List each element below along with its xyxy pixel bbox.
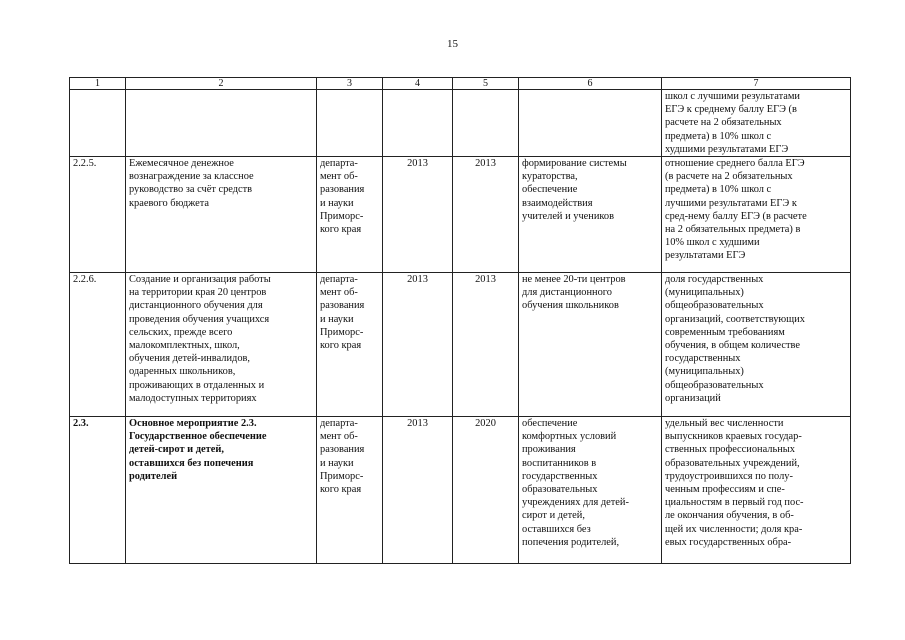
header-cell: 4 <box>383 78 453 90</box>
cell-indicator: удельный вес численности выпускников краевых государ- ственных профессиональных образовательных учреждений, трудоустроившихся по полу- ченным профессиям и спе- циальностям в первый год пос- ле окончания обучения, в об- щей их численности; доля кра- евых государственных обра- <box>662 417 851 564</box>
cell-indicator: доля государственных (муниципальных) общеобразовательных организаций, соответствующих современным требованиям обучения, в общем количестве государственных (муниципальных) общеобразовательных организаций <box>662 273 851 417</box>
header-cell: 7 <box>662 78 851 90</box>
header-cell: 2 <box>126 78 317 90</box>
cell-result: формирование системы кураторства, обеспечение взаимодействия учителей и учеников <box>519 157 662 273</box>
cell-result: обеспечение комфортных условий проживания воспитанников в государственных образовательных учреждениях для детей- сирот и детей, оставшихся без попечения родителей, <box>519 417 662 564</box>
cell-executor <box>317 90 383 157</box>
cell-measure: Ежемесячное денежное вознаграждение за классное руководство за счёт средств краевого бюджета <box>126 157 317 273</box>
cell-measure: Создание и организация работы на территории края 20 центров дистанционного обучения для проведения обучения учащихся сельских, прежде всего малокомплектных, школ, обучения детей-инвалидов, одаренных школьников, проживающих в отдаленных и малодоступных территориях <box>126 273 317 417</box>
cell-number: 2.2.6. <box>70 273 126 417</box>
header-cell: 6 <box>519 78 662 90</box>
cell-indicator: школ с лучшими результатами ЕГЭ к среднему баллу ЕГЭ (в расчете на 2 обязательных предмета) в 10% школ с худшими результатами ЕГЭ <box>662 90 851 157</box>
cell-measure: Основное мероприятие 2.3. Государственное обеспечение детей-сирот и детей, оставшихся без попечения родителей <box>126 417 317 564</box>
header-cell: 3 <box>317 78 383 90</box>
cell-executor: департа- мент об- разования и науки Приморс- кого края <box>317 273 383 417</box>
table-row <box>70 417 851 564</box>
cell-end-year: 2013 <box>453 273 519 417</box>
cell-measure <box>126 90 317 157</box>
cell-result: не менее 20-ти центров для дистанционного обучения школьников <box>519 273 662 417</box>
cell-result <box>519 90 662 157</box>
cell-executor: департа- мент об- разования и науки Приморс- кого края <box>317 157 383 273</box>
cell-number <box>70 90 126 157</box>
table-row <box>70 273 851 417</box>
header-cell: 1 <box>70 78 126 90</box>
program-table <box>69 77 851 564</box>
page-number: 15 <box>447 38 458 50</box>
table-row <box>70 157 851 273</box>
cell-end-year <box>453 90 519 157</box>
cell-start-year: 2013 <box>383 417 453 564</box>
cell-number: 2.3. <box>70 417 126 564</box>
table-row <box>70 90 851 157</box>
table-header-row <box>70 78 851 90</box>
cell-start-year: 2013 <box>383 157 453 273</box>
cell-start-year: 2013 <box>383 273 453 417</box>
cell-number: 2.2.5. <box>70 157 126 273</box>
cell-start-year <box>383 90 453 157</box>
cell-end-year: 2013 <box>453 157 519 273</box>
header-cell: 5 <box>453 78 519 90</box>
cell-indicator: отношение среднего балла ЕГЭ (в расчете на 2 обязательных предмета) в 10% школ с лучшими результатами ЕГЭ к сред-нему баллу ЕГЭ (в расчете на 2 обязательных предмета) в 10% школ с худшими результатами ЕГЭ <box>662 157 851 273</box>
cell-end-year: 2020 <box>453 417 519 564</box>
cell-executor: департа- мент об- разования и науки Приморс- кого края <box>317 417 383 564</box>
